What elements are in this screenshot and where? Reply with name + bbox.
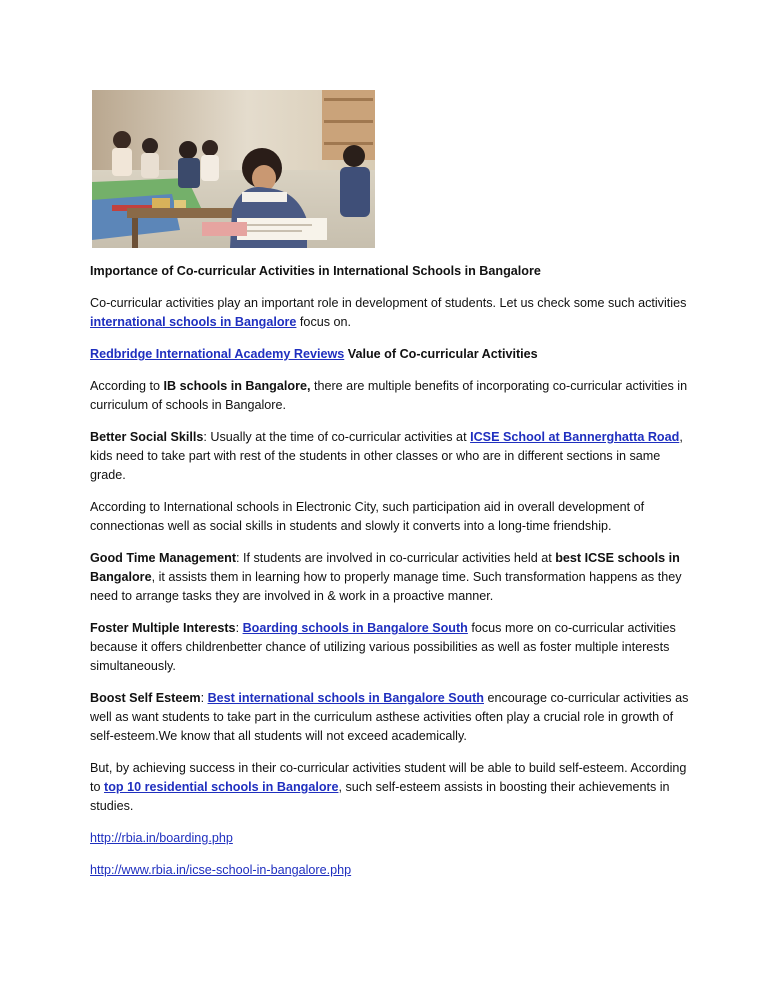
electronic-city-paragraph: According to International schools in Electronic City, such participation aid in overall development of connectionas well as social skills in students and slowly it converts into a long-time friendship. xyxy=(90,500,645,533)
article-title: Importance of Co-curricular Activities in International Schools in Bangalore xyxy=(90,264,541,278)
self-esteem-paragraph: Boost Self Esteem: Best international schools in Bangalore South encourage co-curricular activities as well as want students to take part in the curriculum asthese activities often play a crucial role in growth of self-esteem.We know that all students will not exceed academically. xyxy=(90,691,689,743)
top-residential-schools-link[interactable]: top 10 residential schools in Bangalore xyxy=(104,780,339,794)
multiple-interests-heading: Foster Multiple Interests xyxy=(90,621,236,635)
classroom-illustration xyxy=(92,90,375,248)
time-management-paragraph: Good Time Management: If students are involved in co-curricular activities held at best ICSE schools in Bangalore, it assists them in learning how to properly manage time. Such transformation happens as they need to arrange tasks they are involved in & work in a proactive manner. xyxy=(90,551,682,603)
subheading: Redbridge International Academy Reviews Value of Co-curricular Activities xyxy=(90,347,538,361)
benefits-paragraph: According to IB schools in Bangalore, there are multiple benefits of incorporating co-curricular activities in curriculum of schools in Bangalore. xyxy=(90,379,688,412)
self-esteem-heading: Boost Self Esteem xyxy=(90,691,201,705)
best-international-schools-link[interactable]: Best international schools in Bangalore South xyxy=(207,691,484,705)
multiple-interests-paragraph: Foster Multiple Interests: Boarding schools in Bangalore South focus more on co-curricular activities because it offers childrenbetter chance of utilizing various possibilities as well as foster multiple interests simultaneously. xyxy=(90,621,676,673)
url-paragraph-2 xyxy=(90,861,690,880)
classroom-photo xyxy=(92,90,375,248)
icse-bannerghatta-link[interactable]: ICSE School at Bannerghatta Road xyxy=(470,430,680,444)
boarding-schools-link[interactable]: Boarding schools in Bangalore South xyxy=(242,621,468,635)
conclusion-paragraph: But, by achieving success in their co-curricular activities student will be able to build self-esteem. According to top 10 residential schools in Bangalore, such self-esteem assists in boosting their achievements in studies. xyxy=(90,761,687,813)
icse-url-link[interactable]: http://www.rbia.in/icse-school-in-bangalore.php xyxy=(90,863,352,877)
time-management-heading: Good Time Management xyxy=(90,551,237,565)
international-schools-link[interactable]: international schools in Bangalore xyxy=(90,315,297,329)
social-skills-paragraph: Better Social Skills: Usually at the time of co-curricular activities at ICSE School at Bannerghatta Road, kids need to take part with rest of the students in other classes or who are in different sections in same grade. xyxy=(90,430,683,482)
social-skills-heading: Better Social Skills xyxy=(90,430,204,444)
boarding-url-link[interactable]: http://rbia.in/boarding.php xyxy=(90,831,233,845)
redbridge-reviews-link[interactable]: Redbridge International Academy Reviews xyxy=(90,347,345,361)
intro-paragraph: Co-curricular activities play an important role in development of students. Let us check some such activities international schools in Bangalore focus on. xyxy=(90,296,687,329)
article-body xyxy=(90,262,690,893)
url-paragraph-1 xyxy=(90,829,690,848)
